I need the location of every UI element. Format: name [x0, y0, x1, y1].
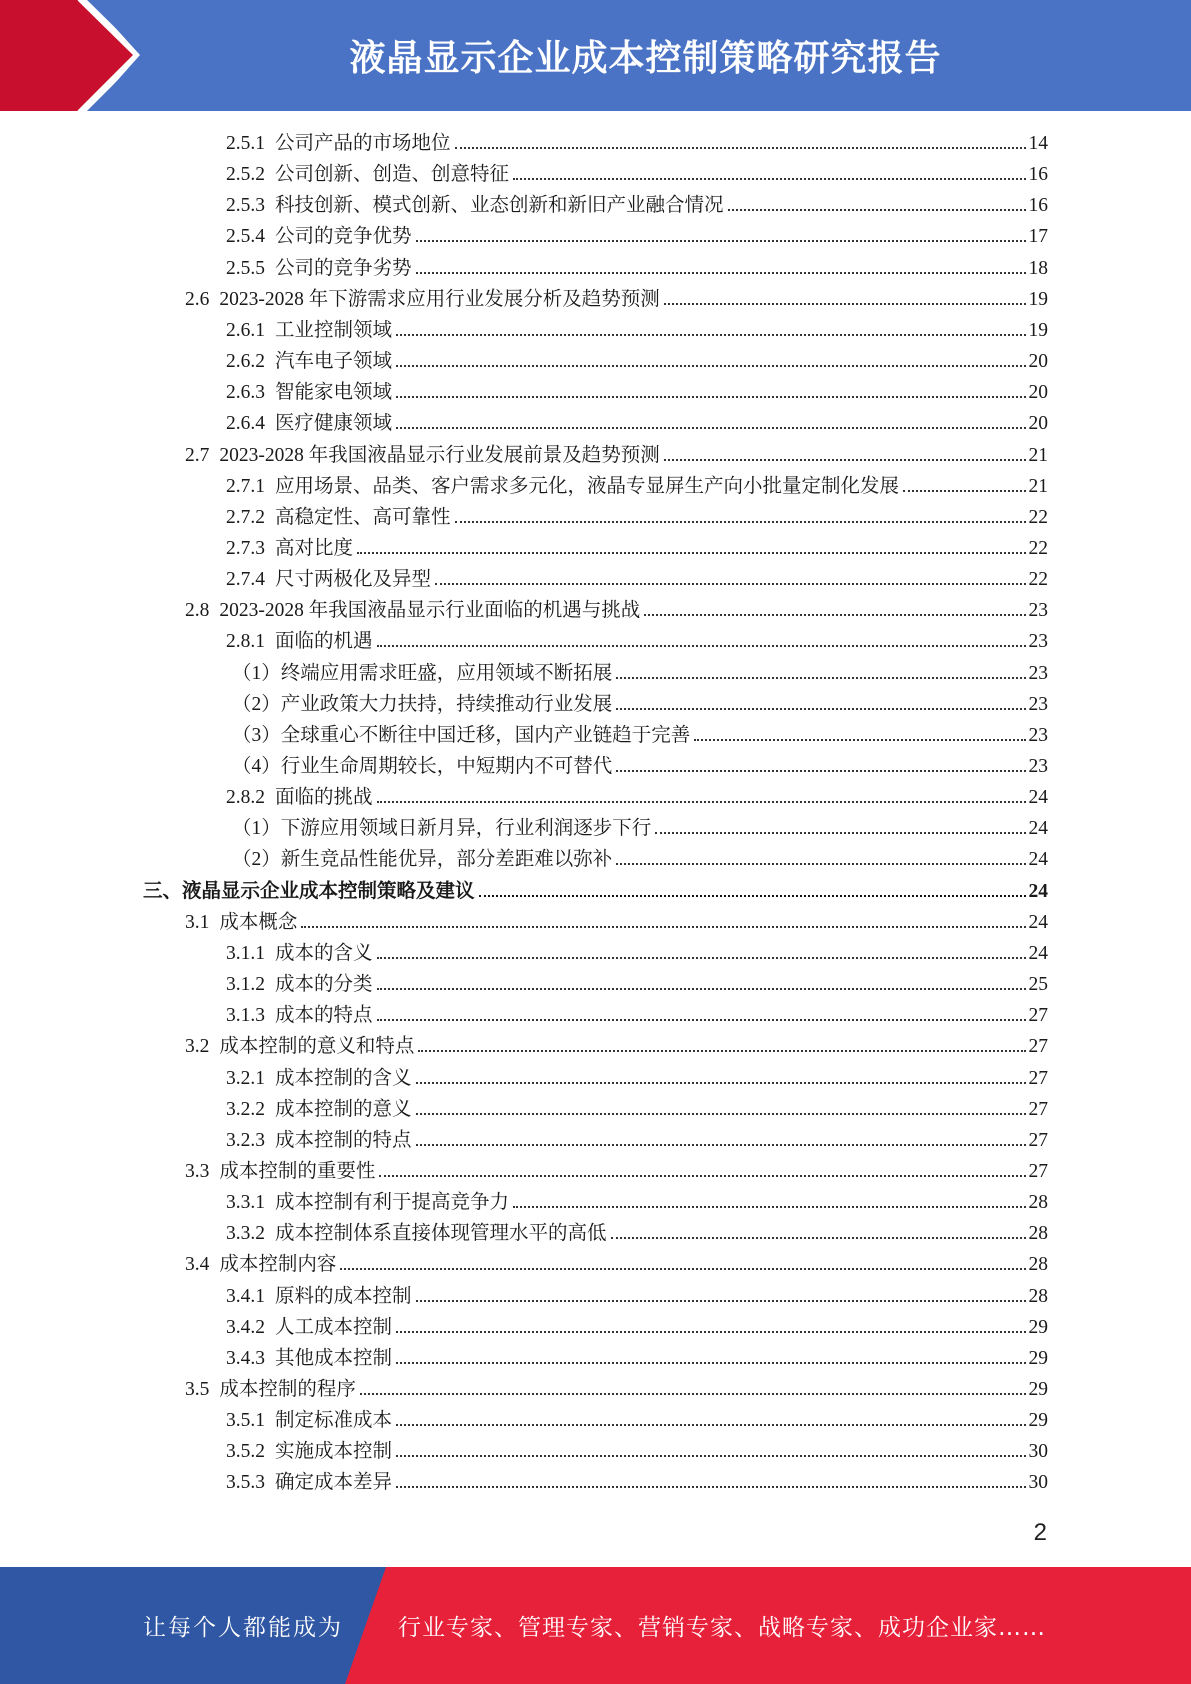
toc-dot-leader	[611, 1237, 1026, 1239]
toc-entry-number: 2.7	[185, 445, 210, 466]
toc-entry-title: 成本控制的程序	[219, 1379, 356, 1400]
toc-entry-number: 2.7.2	[226, 507, 265, 528]
toc-entry-page: 23	[1028, 756, 1048, 777]
toc-entry-number: 3.3.1	[226, 1192, 265, 1213]
toc-entry-number: 3.5	[185, 1379, 210, 1400]
toc-entry-title: 成本的含义	[275, 943, 373, 964]
toc-entry[interactable]	[226, 1187, 1048, 1218]
toc-dot-leader	[396, 396, 1026, 398]
toc-entry[interactable]	[226, 471, 1048, 502]
toc-entry-number: 2.5.1	[226, 133, 265, 154]
toc-entry-number: 2.6.1	[226, 320, 265, 341]
toc-dot-leader	[377, 988, 1026, 990]
toc-entry-title: 成本控制的含义	[275, 1068, 412, 1089]
toc-entry[interactable]	[226, 1218, 1048, 1249]
toc-entry-title: 成本控制体系直接体现管理水平的高低	[275, 1223, 607, 1244]
footer-slogan-left: 让每个人都能成为	[143, 1615, 343, 1641]
toc-entry-number: 3.2.2	[226, 1099, 265, 1120]
toc-entry-page: 23	[1028, 663, 1048, 684]
toc-entry-page: 14	[1028, 133, 1048, 154]
toc-entry[interactable]	[226, 564, 1048, 595]
toc-entry-page: 21	[1028, 445, 1048, 466]
toc-dot-leader	[455, 147, 1026, 149]
footer-slogan-right: 行业专家、管理专家、营销专家、战略专家、成功企业家……	[398, 1615, 1046, 1641]
toc-dot-leader	[396, 1331, 1026, 1333]
toc-entry-page: 21	[1028, 476, 1048, 497]
toc-dot-leader	[377, 801, 1026, 803]
toc-entry-title: 科技创新、模式创新、业态创新和新旧产业融合情况	[275, 195, 724, 216]
toc-entry-number: 2.7.3	[226, 538, 265, 559]
toc-entry[interactable]	[185, 440, 1048, 471]
toc-entry-title: 新生竞品性能优异，部分差距难以弥补	[280, 849, 613, 870]
toc-entry-title: 成本的特点	[275, 1005, 373, 1026]
toc-entry-title: 成本控制内容	[219, 1254, 337, 1275]
toc-entry-title: 产业政策大力扶持，持续推动行业发展	[280, 694, 613, 715]
toc-dot-leader	[455, 521, 1026, 523]
toc-dot-leader	[903, 490, 1026, 492]
toc-entry-number: 2.6	[185, 289, 210, 310]
toc-entry-number: 3.5.3	[226, 1472, 265, 1493]
toc-dot-leader	[416, 1113, 1026, 1115]
toc-entry-page: 28	[1028, 1223, 1048, 1244]
toc-entry-number: 2.6.4	[226, 413, 265, 434]
toc-entry-number: 3.1.3	[226, 1005, 265, 1026]
toc-entry-number: 3.1.2	[226, 974, 265, 995]
toc-entry-title: 公司的竞争劣势	[275, 258, 412, 279]
toc-entry-title: 成本的分类	[275, 974, 373, 995]
toc-dot-leader	[418, 1050, 1026, 1052]
toc-entry-title: 2023-2028 年我国液晶显示行业面临的机遇与挑战	[219, 600, 641, 621]
toc-entry-number: 3.5.2	[226, 1441, 265, 1462]
toc-entry-page: 30	[1028, 1441, 1048, 1462]
header-banner	[0, 0, 1191, 111]
toc-entry-page: 29	[1028, 1317, 1048, 1338]
toc-entry[interactable]	[232, 658, 1048, 689]
toc-dot-leader	[360, 1393, 1026, 1395]
toc-entry-number: 3.2.3	[226, 1130, 265, 1151]
toc-entry-number: 2.8.1	[226, 631, 265, 652]
toc-entry-title: 全球重心不断往中国迁移，国内产业链趋于完善	[280, 725, 691, 746]
toc-entry-number: 2.5.5	[226, 258, 265, 279]
toc-entry[interactable]	[226, 1405, 1048, 1436]
toc-entry-title: 工业控制领域	[275, 320, 393, 341]
toc-dot-leader	[694, 739, 1026, 741]
toc-dot-leader	[396, 1486, 1026, 1488]
toc-entry-title: 智能家电领域	[275, 382, 393, 403]
toc-entry-page: 24	[1028, 912, 1048, 933]
toc-entry[interactable]	[226, 159, 1048, 190]
toc-dot-leader	[396, 1362, 1026, 1364]
toc-dot-leader	[396, 1455, 1026, 1457]
toc-entry[interactable]	[226, 1467, 1048, 1498]
toc-entry-title: 成本概念	[219, 912, 298, 933]
toc-dot-leader	[396, 427, 1026, 429]
toc-entry-number: （2）	[232, 849, 281, 870]
toc-dot-leader	[416, 240, 1026, 242]
toc-entry-number: 3.4.3	[226, 1348, 265, 1369]
toc-entry-title: 医疗健康领域	[275, 413, 393, 434]
toc-dot-leader	[379, 1175, 1026, 1177]
toc-entry[interactable]	[185, 284, 1048, 315]
toc-entry-page: 24	[1028, 849, 1048, 870]
toc-entry[interactable]	[143, 876, 1048, 907]
toc-entry-page: 22	[1028, 569, 1048, 590]
toc-entry-page: 17	[1028, 226, 1048, 247]
toc-entry-title: 汽车电子领域	[275, 351, 393, 372]
toc-entry[interactable]	[226, 377, 1048, 408]
toc-entry-title: 成本控制的意义和特点	[219, 1036, 415, 1057]
toc-entry[interactable]	[226, 1312, 1048, 1343]
toc-dot-leader	[664, 459, 1026, 461]
toc-entry[interactable]	[185, 1374, 1048, 1405]
toc-entry-number: 三、	[143, 881, 183, 902]
toc-entry-title: 行业生命周期较长，中短期内不可替代	[280, 756, 613, 777]
toc-entry-number: 3.1.1	[226, 943, 265, 964]
toc-entry-page: 23	[1028, 600, 1048, 621]
toc-dot-leader	[377, 645, 1026, 647]
toc-entry[interactable]	[185, 1249, 1048, 1280]
toc-entry-number: 3.2	[185, 1036, 210, 1057]
toc-entry-page: 28	[1028, 1192, 1048, 1213]
toc-entry-number: 2.6.2	[226, 351, 265, 372]
toc-entry-number: （2）	[232, 694, 281, 715]
toc-entry-page: 20	[1028, 382, 1048, 403]
toc-entry-page: 22	[1028, 538, 1048, 559]
toc-entry[interactable]	[226, 1343, 1048, 1374]
toc-dot-leader	[357, 552, 1026, 554]
toc-entry-title: 面临的挑战	[275, 787, 373, 808]
toc-dot-leader	[377, 957, 1026, 959]
toc-entry-page: 24	[1028, 787, 1048, 808]
toc-entry-page: 24	[1028, 943, 1048, 964]
toc-dot-leader	[728, 209, 1026, 211]
toc-entry[interactable]	[226, 502, 1048, 533]
toc-entry-page: 22	[1028, 507, 1048, 528]
toc-entry[interactable]	[226, 626, 1048, 657]
toc-entry-page: 20	[1028, 351, 1048, 372]
toc-entry-page: 29	[1028, 1410, 1048, 1431]
toc-entry[interactable]	[226, 969, 1048, 1000]
toc-entry-page: 23	[1028, 631, 1048, 652]
toc-entry-title: 公司的竞争优势	[275, 226, 412, 247]
toc-entry-title: 其他成本控制	[275, 1348, 393, 1369]
toc-entry-page: 24	[1028, 818, 1048, 839]
toc-entry-title: 成本控制的意义	[275, 1099, 412, 1120]
toc-entry[interactable]	[226, 253, 1048, 284]
toc-entry[interactable]	[226, 346, 1048, 377]
toc-dot-leader	[416, 1300, 1026, 1302]
toc-entry-page: 27	[1028, 1099, 1048, 1120]
toc-entry[interactable]	[226, 190, 1048, 221]
toc-entry-number: 2.8	[185, 600, 210, 621]
toc-entry[interactable]	[226, 1063, 1048, 1094]
toc-entry-number: 2.8.2	[226, 787, 265, 808]
page-number: 2	[1033, 1519, 1047, 1546]
toc-entry-title: 确定成本差异	[275, 1472, 393, 1493]
toc-dot-leader	[644, 614, 1026, 616]
toc-entry[interactable]	[226, 221, 1048, 252]
toc-entry[interactable]	[232, 813, 1048, 844]
toc-entry-page: 28	[1028, 1254, 1048, 1275]
toc-entry-number: 3.5.1	[226, 1410, 265, 1431]
toc-entry[interactable]	[226, 1436, 1048, 1467]
toc-entry-number: 2.6.3	[226, 382, 265, 403]
toc-dot-leader	[616, 677, 1026, 679]
toc-entry-title: 面临的机遇	[275, 631, 373, 652]
toc-dot-leader	[616, 770, 1026, 772]
toc-entry-number: 2.5.2	[226, 164, 265, 185]
toc-entry-number: 3.4.1	[226, 1286, 265, 1307]
toc-entry-page: 20	[1028, 413, 1048, 434]
toc-entry[interactable]	[226, 782, 1048, 813]
toc-dot-leader	[396, 365, 1026, 367]
toc-entry-number: （3）	[232, 725, 281, 746]
toc-entry-number: 2.7.1	[226, 476, 265, 497]
toc-dot-leader	[416, 1144, 1026, 1146]
toc-dot-leader	[655, 832, 1026, 834]
toc-entry-page: 28	[1028, 1286, 1048, 1307]
toc-entry-page: 23	[1028, 694, 1048, 715]
toc-entry-page: 16	[1028, 164, 1048, 185]
report-title: 液晶显示企业成本控制策略研究报告	[349, 38, 942, 79]
toc-dot-leader	[301, 926, 1026, 928]
footer-banner	[0, 1567, 1191, 1684]
toc-entry-number: 3.4.2	[226, 1317, 265, 1338]
toc-entry[interactable]	[226, 1094, 1048, 1125]
toc-entry-number: 2.5.4	[226, 226, 265, 247]
toc-entry-title: 高稳定性、高可靠性	[275, 507, 451, 528]
toc-entry[interactable]	[226, 533, 1048, 564]
toc-entry-page: 19	[1028, 289, 1048, 310]
toc-entry-title: 应用场景、品类、客户需求多元化，液晶专显屏生产向小批量定制化发展	[275, 476, 900, 497]
toc-dot-leader	[396, 1424, 1026, 1426]
toc-entry-page: 27	[1028, 1130, 1048, 1151]
toc-dot-leader	[479, 895, 1026, 897]
toc-entry-page: 23	[1028, 725, 1048, 746]
toc-entry[interactable]	[232, 751, 1048, 782]
toc-entry-number: （1）	[232, 818, 281, 839]
toc-entry-title: 终端应用需求旺盛，应用领域不断拓展	[280, 663, 613, 684]
toc-entry[interactable]	[226, 1281, 1048, 1312]
toc-entry-title: 2023-2028 年下游需求应用行业发展分析及趋势预测	[219, 289, 660, 310]
toc-entry-page: 25	[1028, 974, 1048, 995]
toc-entry-title: 公司创新、创造、创意特征	[275, 164, 510, 185]
toc-entry-page: 24	[1028, 881, 1048, 902]
toc-dot-leader	[616, 708, 1026, 710]
toc-entry[interactable]	[232, 720, 1048, 751]
toc-entry-number: 3.3	[185, 1161, 210, 1182]
toc-entry[interactable]	[185, 1156, 1048, 1187]
toc-dot-leader	[396, 334, 1026, 336]
toc-entry-page: 27	[1028, 1005, 1048, 1026]
toc-entry[interactable]	[226, 408, 1048, 439]
toc-entry-number: （1）	[232, 663, 281, 684]
toc-entry-title: 成本控制的重要性	[219, 1161, 376, 1182]
toc-dot-leader	[513, 178, 1026, 180]
toc-entry-title: 成本控制有利于提高竞争力	[275, 1192, 510, 1213]
toc-entry-page: 16	[1028, 195, 1048, 216]
toc-entry-title: 2023-2028 年我国液晶显示行业发展前景及趋势预测	[219, 445, 660, 466]
toc-entry-number: 3.3.2	[226, 1223, 265, 1244]
toc-entry-title: 人工成本控制	[275, 1317, 393, 1338]
toc-entry-page: 27	[1028, 1036, 1048, 1057]
toc-entry[interactable]	[232, 689, 1048, 720]
toc-dot-leader	[377, 1019, 1026, 1021]
toc-entry-page: 30	[1028, 1472, 1048, 1493]
toc-entry-page: 19	[1028, 320, 1048, 341]
toc-entry-title: 实施成本控制	[275, 1441, 393, 1462]
toc-entry-page: 29	[1028, 1348, 1048, 1369]
toc-entry[interactable]	[185, 907, 1048, 938]
toc-dot-leader	[435, 583, 1026, 585]
toc-dot-leader	[340, 1268, 1026, 1270]
toc-dot-leader	[416, 272, 1026, 274]
toc-entry[interactable]	[226, 1000, 1048, 1031]
toc-entry[interactable]	[185, 595, 1048, 626]
toc-dot-leader	[513, 1206, 1026, 1208]
toc-entry-title: 公司产品的市场地位	[275, 133, 451, 154]
toc-entry-title: 液晶显示企业成本控制策略及建议	[182, 881, 475, 902]
toc-entry-number: 2.5.3	[226, 195, 265, 216]
header-arrow-decoration	[0, 0, 150, 111]
toc-entry-title: 成本控制的特点	[275, 1130, 412, 1151]
toc-entry[interactable]	[185, 1031, 1048, 1062]
toc-entry-page: 27	[1028, 1161, 1048, 1182]
toc-entry-number: 3.4	[185, 1254, 210, 1275]
toc-entry-number: （4）	[232, 756, 281, 777]
toc-entry[interactable]	[226, 128, 1048, 159]
toc-dot-leader	[616, 863, 1026, 865]
toc-entry-number: 3.1	[185, 912, 210, 933]
toc-entry[interactable]	[232, 844, 1048, 875]
toc-entry[interactable]	[226, 938, 1048, 969]
toc-entry-page: 27	[1028, 1068, 1048, 1089]
toc-entry[interactable]	[226, 315, 1048, 346]
toc-entry-title: 尺寸两极化及异型	[275, 569, 432, 590]
toc-entry-title: 下游应用领域日新月异，行业利润逐步下行	[280, 818, 652, 839]
toc-entry-number: 2.7.4	[226, 569, 265, 590]
toc-entry-title: 原料的成本控制	[275, 1286, 412, 1307]
toc-dot-leader	[664, 303, 1026, 305]
toc-dot-leader	[416, 1082, 1026, 1084]
toc-entry-number: 3.2.1	[226, 1068, 265, 1089]
toc-entry-title: 高对比度	[275, 538, 354, 559]
toc-entry-page: 29	[1028, 1379, 1048, 1400]
toc-entry-page: 18	[1028, 258, 1048, 279]
toc-entry[interactable]	[226, 1125, 1048, 1156]
toc-entry-title: 制定标准成本	[275, 1410, 393, 1431]
